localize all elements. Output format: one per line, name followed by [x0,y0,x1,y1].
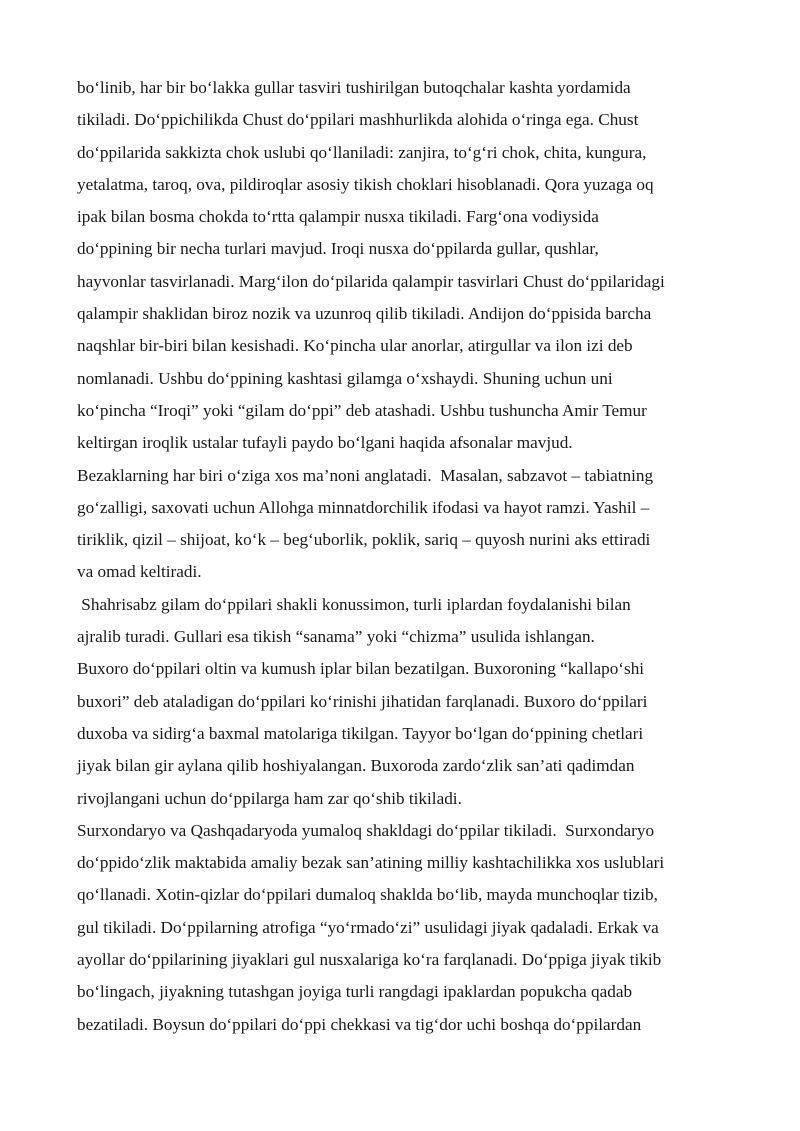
document-body [77,72,727,1041]
text-line: Shahrisabz gilam do‘ppilari shakli konussimon, turli iplardan foydalanishi bilan [77,594,631,614]
text-line: bezatiladi. Boysun do‘ppilari do‘ppi chekkasi va tig‘dor uchi boshqa do‘ppilardan [77,1014,642,1034]
text-line: bo‘linib, har bir bo‘lakka gullar tasviri tushirilgan butoqchalar kashta yordamida [77,78,631,97]
text-line: va omad keltiradi. [77,562,202,582]
text-line: duxoba va sidirg‘a baxmal matolariga tikilgan. Tayyor bo‘lgan do‘ppining chetlari [77,723,644,743]
text-line: bo‘lingach, jiyakning tutashgan joyiga turli rangdagi ipaklardan popukcha qadab [77,982,633,1002]
text-line: buxori” deb ataladigan do‘ppilari ko‘rinishi jihatidan farqlanadi. Buxoro do‘ppilari [77,691,648,711]
text-line: yetalatma, taroq, ova, pildiroqlar asosiy tikish choklari hisoblanadi. Qora yuzaga oq [77,174,654,194]
text-line: hayvonlar tasvirlanadi. Marg‘ilon do‘pilarida qalampir tasvirlari Chust do‘ppilaridagi [77,271,665,291]
text-line: ko‘pincha “Iroqi” yoki “gilam do‘ppi” deb atashadi. Ushbu tushuncha Amir Temur [77,400,647,420]
text-line: rivojlangani uchun do‘ppilarga ham zar qo‘shib tikiladi. [77,788,462,808]
text-line: ayollar do‘ppilarining jiyaklari gul nusxalariga ko‘ra farqlanadi. Do‘ppiga jiyak tikib [77,950,662,970]
text-line: ajralib turadi. Gullari esa tikish “sanama” yoki “chizma” usulida ishlangan. [77,627,595,647]
text-line: do‘ppilarida sakkizta chok uslubi qo‘llaniladi: zanjira, to‘g‘ri chok, chita, kungura, [77,142,647,162]
text-line: nomlanadi. Ushbu do‘ppining kashtasi gilamga o‘xshaydi. Shuning uchun uni [77,368,613,388]
text-line: naqshlar bir-biri bilan kesishadi. Ko‘pincha ular anorlar, atirgullar va ilon izi deb [77,336,633,356]
text-line: Bezaklarning har biri o‘ziga xos ma’noni anglatadi. Masalan, sabzavot – tabiatning [77,465,654,485]
text-line: qalampir shaklidan biroz nozik va uzunroq qilib tikiladi. Andijon do‘ppisida barcha [77,304,652,324]
text-line: ipak bilan bosma chokda to‘rtta qalampir nusxa tikiladi. Farg‘ona vodiysida [77,207,599,227]
text-line: do‘ppining bir necha turlari mavjud. Iroqi nusxa do‘ppilarda gullar, qushlar, [77,239,599,259]
text-line: qo‘llanadi. Xotin-qizlar do‘ppilari dumaloq shaklda bo‘lib, mayda munchoqlar tizib, [77,885,658,905]
text-line: tikiladi. Do‘ppichilikda Chust do‘ppilari mashhurlikda alohida o‘ringa ega. Chust [77,110,639,130]
text-line: go‘zalligi, saxovati uchun Allohga minnatdorchilik ifodasi va hayot ramzi. Yashil – [77,497,650,517]
text-line: Surxondaryo va Qashqadaryoda yumaloq shakldagi do‘ppilar tikiladi. Surxondaryo [77,820,655,840]
text-line: keltirgan iroqlik ustalar tufayli paydo bo‘lgani haqida afsonalar mavjud. [77,433,573,453]
text-line: jiyak bilan gir aylana qilib hoshiyalangan. Buxoroda zardo‘zlik san’ati qadimdan [77,756,635,776]
text-line: gul tikiladi. Do‘ppilarning atrofiga “yo‘rmado‘zi” usulidagi jiyak qadaladi. Erkak va [77,917,659,937]
text-line: Buxoro do‘ppilari oltin va kumush iplar bilan bezatilgan. Buxoroning “kallapo‘shi [77,659,645,679]
text-line: tiriklik, qizil – shijoat, ko‘k – beg‘uborlik, poklik, sariq – quyosh nurini aks ettiradi [77,530,651,550]
text-line: do‘ppido‘zlik maktabida amaliy bezak san’atining milliy kashtachilikka xos uslublari [77,853,665,873]
